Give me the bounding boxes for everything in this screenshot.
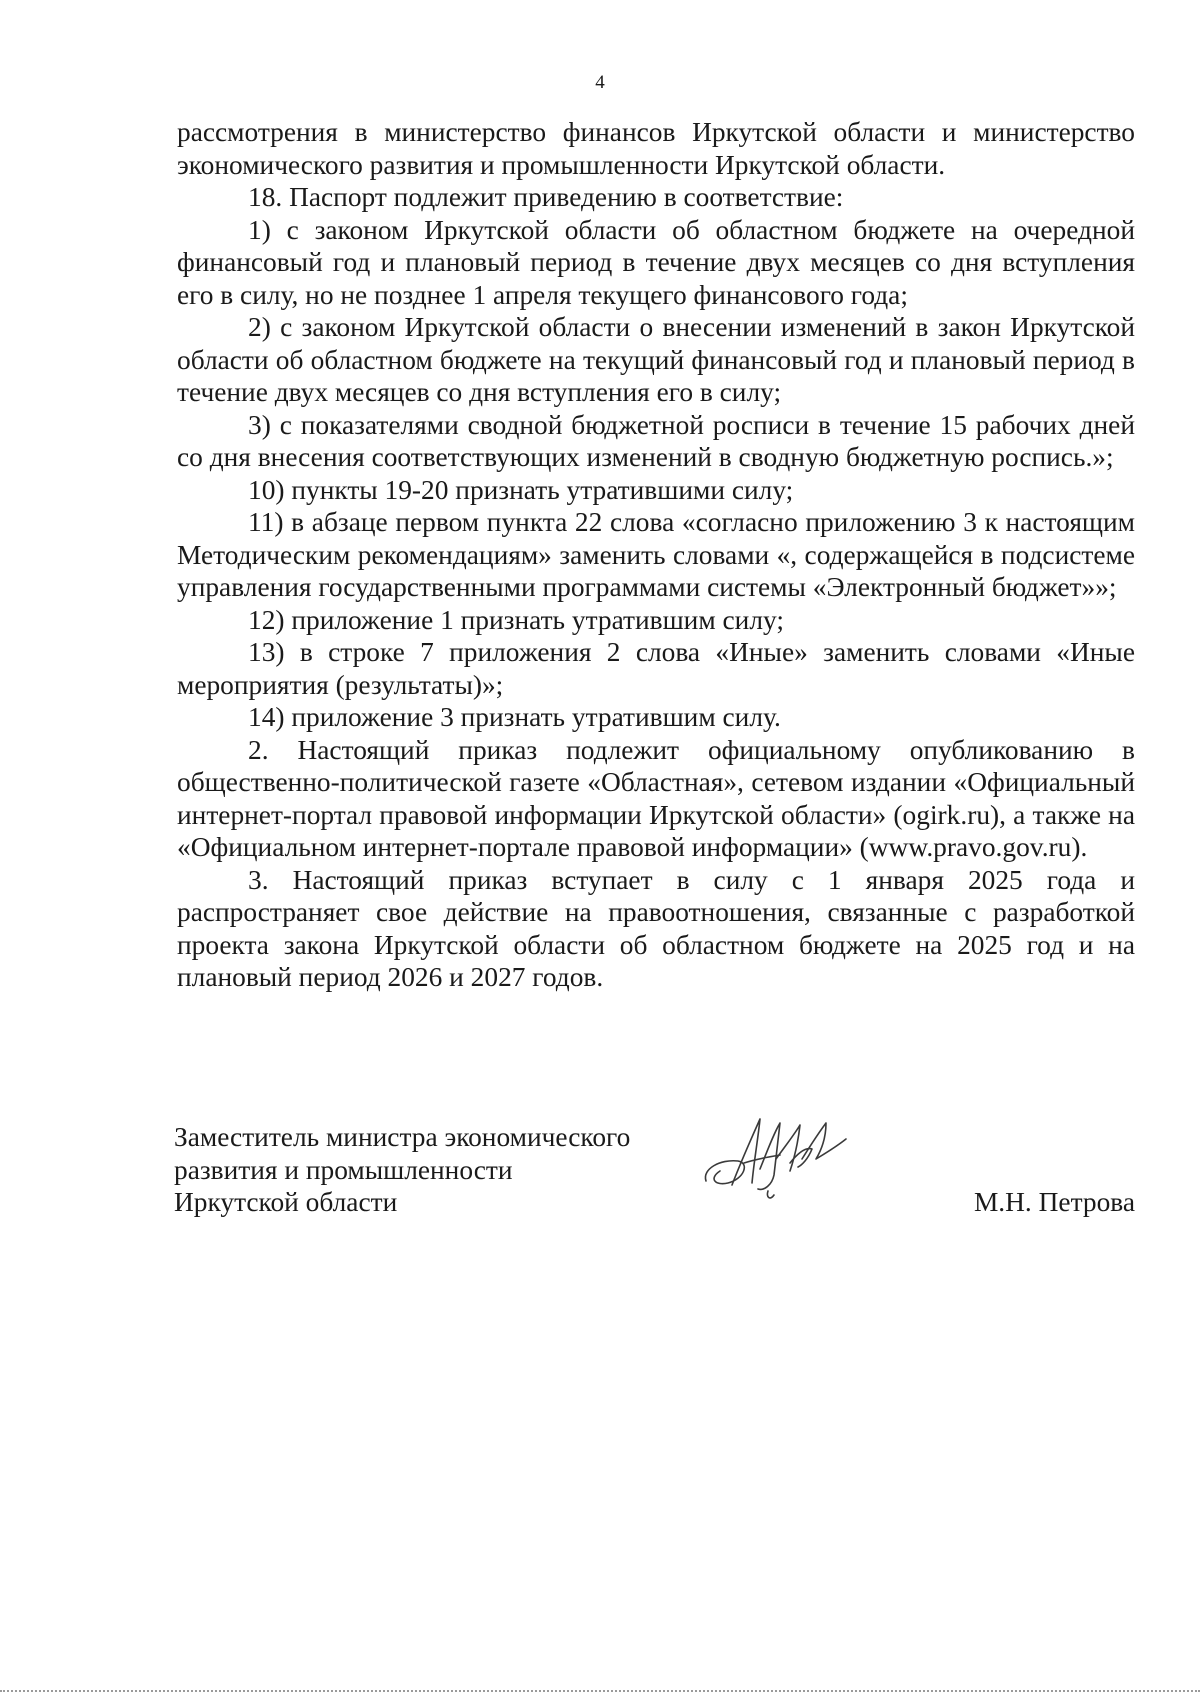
paragraph-subitem-10: 10) пункты 19-20 признать утратившими силу; xyxy=(248,474,794,505)
paragraph-subitem-3: 3) с показателями сводной бюджетной росписи в течение 15 рабочих дней со дня внесения соответствующих изменений в сводную бюджетную роспись.»; xyxy=(177,409,1135,472)
paragraph-subitem-2: 2) с законом Иркутской области о внесении изменений в закон Иркутской области об областном бюджете на текущий финансовый год и плановый период в течение двух месяцев со дня вступления его в силу; xyxy=(177,312,1135,407)
page-number: 4 xyxy=(595,72,605,93)
handwritten-signature xyxy=(698,1109,858,1204)
paragraph-subitem-1: 1) с законом Иркутской области об областном бюджете на очередной финансовый год и плановый период в течение двух месяцев со дня вступления его в силу, но не позднее 1 апреля текущего финансового года; xyxy=(177,214,1135,310)
paragraph-clause-3: 3. Настоящий приказ вступает в силу с 1 января 2025 года и распространяет свое действие на правоотношения, связанные с разработкой проекта закона Иркутской области об областном бюджете на 2025 год и на плановый период 2026 и 2027 годов. xyxy=(177,864,1135,992)
signer-position-line: Заместитель министра экономического xyxy=(174,1122,631,1152)
signer-position-line: Иркутской области xyxy=(174,1187,398,1217)
signer-position-line: развития и промышленности xyxy=(174,1154,513,1185)
paragraph-continuation: рассмотрения в министерство финансов Иркутской области и министерство экономического развития и промышленности Иркутской области. xyxy=(177,117,1135,180)
signature-block xyxy=(174,1121,1135,1231)
scan-bottom-edge xyxy=(0,1690,1200,1692)
signer-position xyxy=(174,1121,694,1219)
paragraph-item-18: 18. Паспорт подлежит приведению в соответствие: xyxy=(248,182,844,212)
paragraph-subitem-12: 12) приложение 1 признать утратившим силу; xyxy=(248,604,784,635)
document-body xyxy=(177,116,1135,994)
paragraph-subitem-14: 14) приложение 3 признать утратившим силу. xyxy=(248,702,781,732)
paragraph-subitem-13: 13) в строке 7 приложения 2 слова «Иные» заменить словами «Иные мероприятия (результаты)»; xyxy=(177,637,1135,700)
paragraph-subitem-11: 11) в абзаце первом пункта 22 слова «согласно приложению 3 к настоящим Методическим рекомендациям» заменить словами «, содержащейся в подсистеме управления государственными программами системы «Электронный бюджет»»; xyxy=(177,507,1135,602)
signer-name: М.Н. Петрова xyxy=(973,1187,1135,1217)
paragraph-clause-2: 2. Настоящий приказ подлежит официальному опубликованию в общественно-политической газете «Областная», сетевом издании «Официальный интернет-портал правовой информации Иркутской области» (ogirk.ru), а также на «Официальном интернет-портале правовой информации» (www.pravo.gov.ru). xyxy=(177,734,1135,862)
